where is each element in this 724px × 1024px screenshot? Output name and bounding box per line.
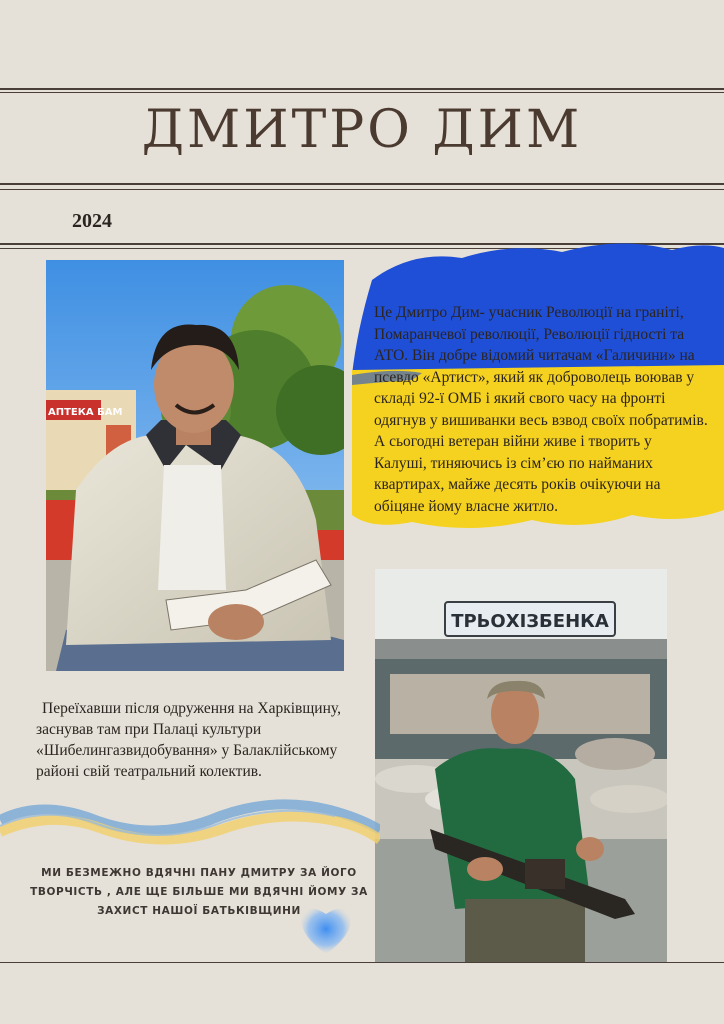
page-title: ДМИТРО ДИМ bbox=[141, 100, 583, 160]
shop-sign-text: АПТЕКА БАМ bbox=[48, 407, 123, 418]
title-rule-2 bbox=[0, 189, 724, 190]
title-rule-1 bbox=[0, 183, 724, 185]
thanks-text: МИ БЕЗМЕЖНО ВДЯЧНІ ПАНУ ДМИТРУ ЗА ЙОГО ТВОРЧІСТЬ , АЛЕ ЩЕ БІЛЬШЕ МИ ВДЯЧНІ ЙОМУ ЗА ЗАХИСТ НАШОЇ БАТЬКІВЩИНИ bbox=[30, 867, 368, 917]
bio-second-text: Переїхавши після одруження на Харківщину, заснував там при Палаці культури «Шибелингазвидобування» у Балаклійському районі свій театральний колектив. bbox=[36, 700, 341, 780]
wave-ribbon bbox=[0, 780, 380, 870]
top-rule-2 bbox=[0, 92, 724, 93]
year-label: 2024 bbox=[72, 210, 112, 232]
bio-main-text: Це Дмитро Дим- учасник Революції на граніті, Помаранчевої революції, Революції гідності та АТО. Він добре відомий читачам «Галичини» на псевдо «Артист», який як доброволець воював у складі 92-ї ОМБ і який свого часу на фронті одягнув у вишиванки весь взвод своїх побратимів. А сьогодні ветеран війни живе і творить у Калуші, тиняючись із сім’єю по найманих квартирах, майже десять років очікуючи на обіцяне йому власне житло. bbox=[374, 304, 708, 515]
photo-soldier bbox=[375, 569, 667, 962]
station-sign-text: ТРЬОХІЗБЕНКА bbox=[451, 611, 609, 632]
top-rule-1 bbox=[0, 88, 724, 90]
bottom-rule bbox=[0, 962, 724, 963]
photo-man-reading bbox=[46, 260, 344, 671]
heart-icon bbox=[294, 898, 358, 960]
